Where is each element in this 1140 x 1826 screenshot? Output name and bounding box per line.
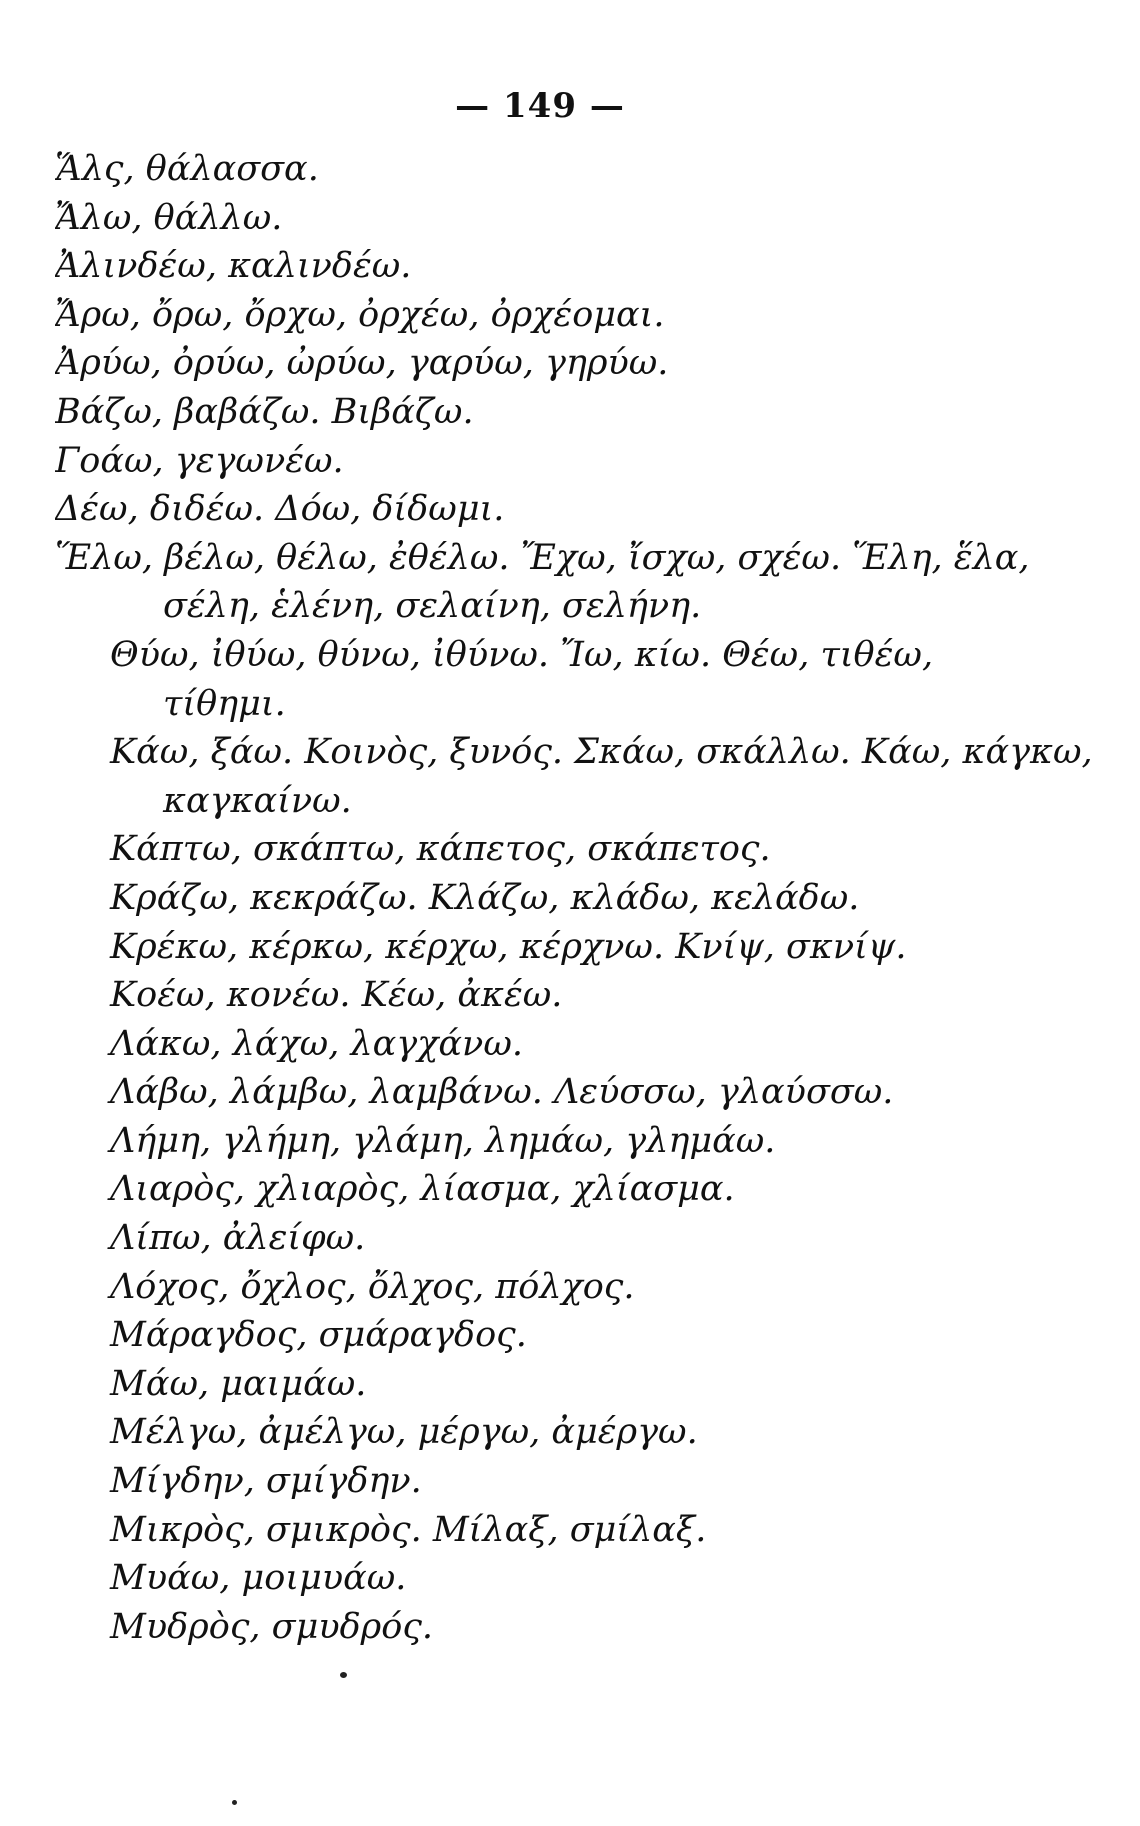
text-line: τίθημι. — [163, 683, 286, 724]
text-line: Λιαρὸς, χλιαρὸς, λίασμα, χλίασμα. — [110, 1169, 735, 1210]
page-number: — 149 — — [455, 86, 625, 126]
print-speck — [340, 1672, 347, 1678]
text-line: Κρέκω, κέρκω, κέρχω, κέρχνω. Κνίψ, σκνίψ. — [110, 926, 907, 967]
text-line: Ἕλω, βέλω, θέλω, ἐθέλω. Ἔχω, ἴσχω, σχέω. Ἕλη, ἕλα, — [55, 537, 1030, 578]
text-line: Ἄλω, θάλλω. — [55, 197, 283, 238]
text-line: Μέλγω, ἀμέλγω, μέργω, ἀμέργω. — [110, 1412, 698, 1453]
text-line: Ἀρύω, ὀρύω, ὠρύω, γαρύω, γηρύω. — [55, 343, 669, 384]
text-line: Μικρὸς, σμικρὸς. Μίλαξ, σμίλαξ. — [110, 1509, 707, 1550]
text-line: Λάβω, λάμβω, λαμβάνω. Λεύσσω, γλαύσσω. — [110, 1072, 894, 1113]
text-line: Ἅλς, θάλασσα. — [55, 149, 319, 189]
text-line: Μυδρὸς, σμυδρός. — [110, 1606, 434, 1647]
text-line: Κάπτω, σκάπτω, κάπετος, σκάπετος. — [110, 829, 771, 870]
text-line: Κράζω, κεκράζω. Κλάζω, κλάδω, κελάδω. — [110, 877, 860, 918]
text-line: Βάζω, βαβάζω. Βιβάζω. — [55, 391, 474, 432]
text-line: Μυάω, μοιμυάω. — [110, 1558, 407, 1599]
text-line: Κοέω, κονέω. Κέω, ἀκέω. — [110, 975, 563, 1016]
text-line: Δέω, διδέω. Δόω, δίδωμι. — [55, 489, 505, 530]
text-line: Λάκω, λάχω, λαγχάνω. — [110, 1023, 523, 1064]
text-line: Μίγδην, σμίγδην. — [110, 1461, 422, 1502]
text-line: Λόχος, ὄχλος, ὄλχος, πόλχος. — [110, 1266, 635, 1307]
text-body — [55, 145, 1095, 1651]
print-speck — [232, 1800, 237, 1805]
text-line: Γοάω, γεγωνέω. — [55, 440, 344, 481]
text-line: Ἀλινδέω, καλινδέω. — [55, 246, 412, 287]
text-line: καγκαίνω. — [163, 780, 352, 821]
text-line: Ἄρω, ὄρω, ὄρχω, ὀρχέω, ὀρχέομαι. — [55, 294, 665, 335]
text-line: Μάραγδος, σμάραγδος. — [110, 1315, 527, 1356]
text-line: Μάω, μαιμάω. — [110, 1363, 367, 1404]
text-line: Λίπω, ἀλείφω. — [110, 1218, 366, 1259]
text-line: σέλη, ἑλένη, σελαίνη, σελήνη. — [163, 586, 702, 627]
text-line: Κάω, ξάω. Κοινὸς, ξυνός. Σκάω, σκάλλω. Κάω, κάγκω, — [110, 732, 1093, 773]
text-line: Λήμη, γλήμη, γλάμη, λημάω, γλημάω. — [110, 1120, 776, 1161]
text-line: Θύω, ἰθύω, θύνω, ἰθύνω. Ἴω, κίω. Θέω, τιθέω, — [110, 634, 934, 675]
